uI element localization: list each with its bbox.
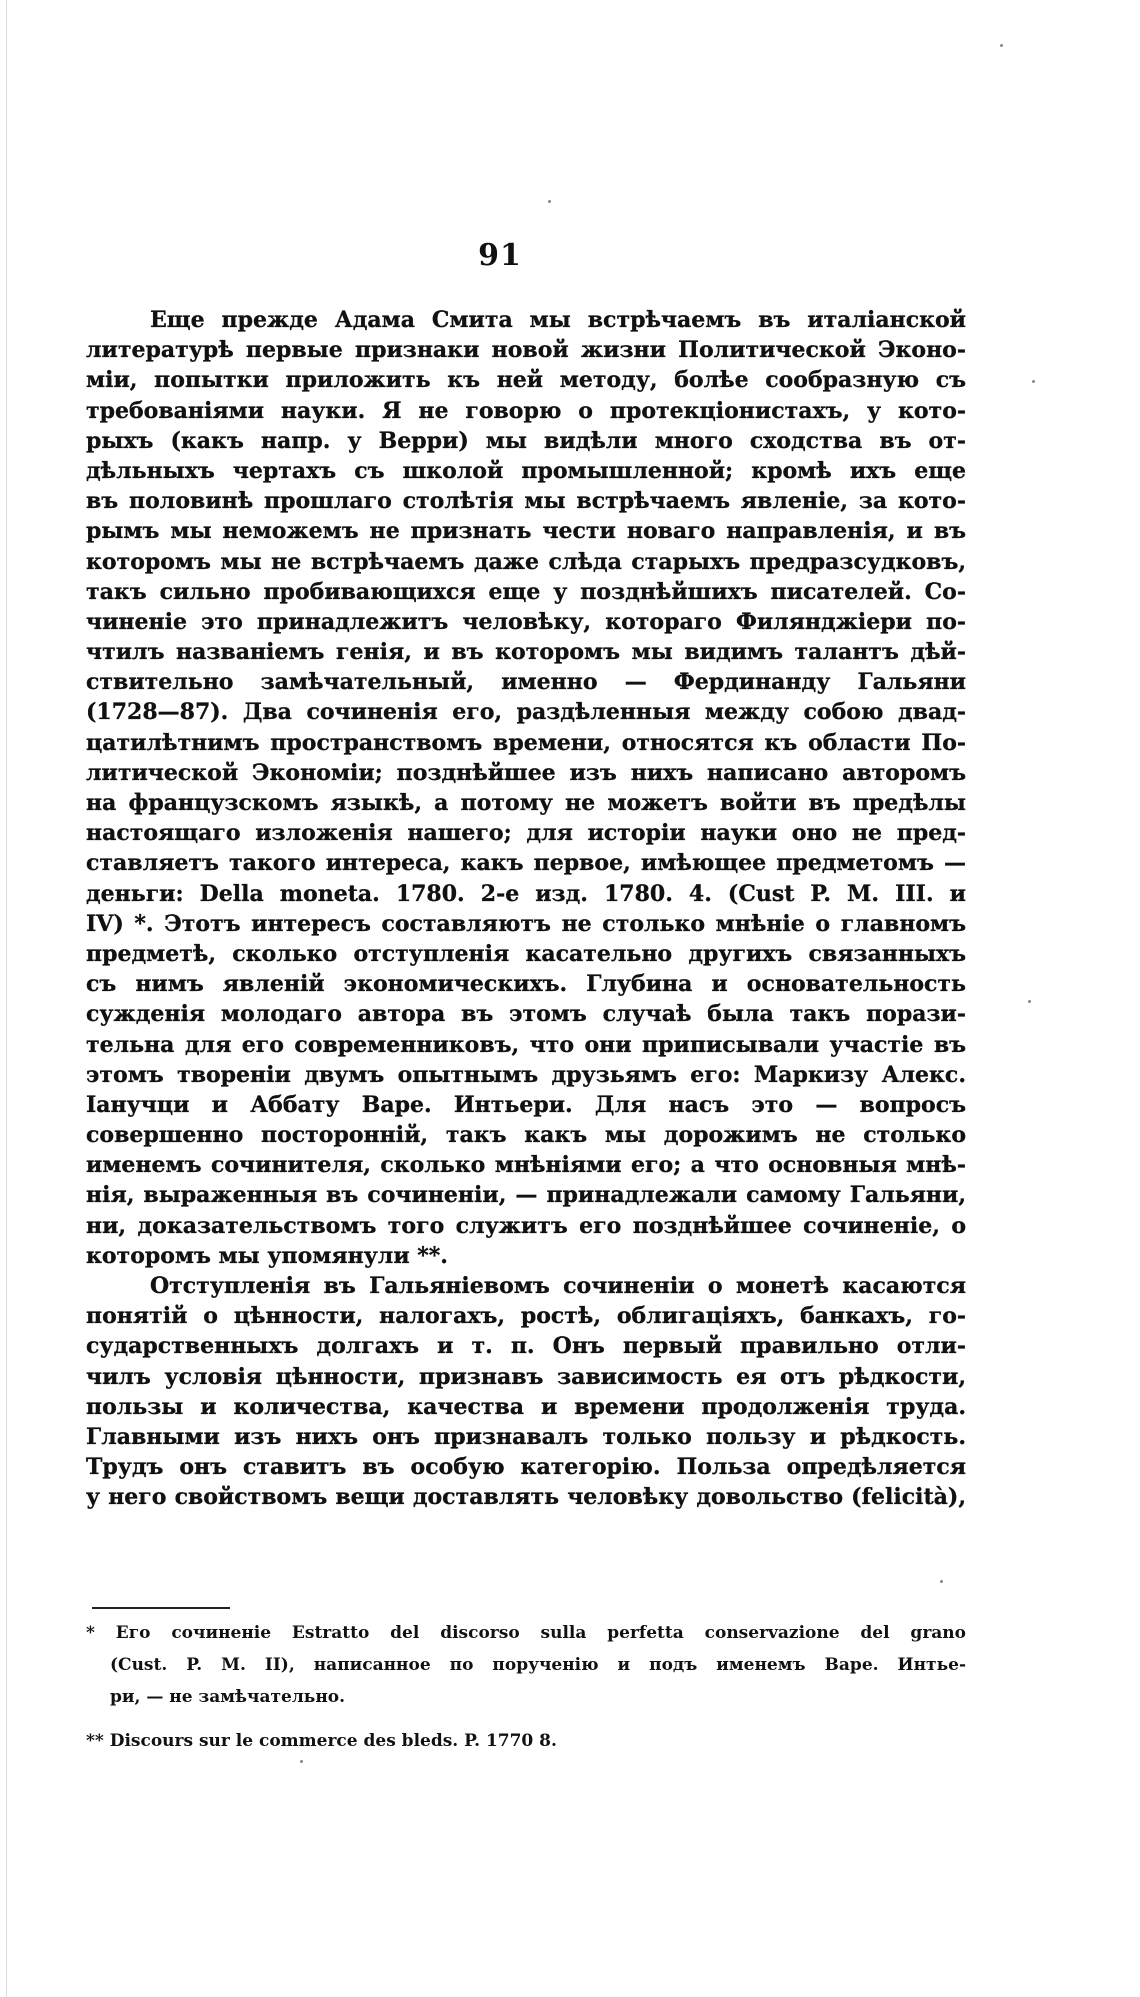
text-line: у него свойствомъ вещи доставлять человѣку довольство (felicità), — [86, 1484, 966, 1511]
footnote-line: ри, — не замѣчательно. — [110, 1687, 346, 1707]
text-line: этомъ твореніи двумъ опытнымъ друзьямъ его: Маркизу Алекс. — [86, 1061, 966, 1088]
text-line: предметѣ, сколько отступленія касательно другихъ связанныхъ — [86, 940, 966, 967]
text-line: Отступленія въ Гальяніевомъ сочиненіи о монетѣ касаются — [150, 1273, 966, 1299]
paper-speck — [300, 1760, 303, 1763]
text-line: чтилъ названіемъ генія, и въ которомъ мы видимъ талантъ дѣй- — [86, 639, 966, 666]
text-line: такъ сильно пробивающихся еще у позднѣйшихъ писателей. Со- — [86, 578, 966, 605]
text-line: настоящаго изложенія нашего; для исторіи науки оно не пред- — [86, 820, 966, 847]
text-line: Трудъ онъ ставитъ въ особую категорію. Польза опредѣляется — [86, 1454, 966, 1481]
page-edge-shadow — [6, 0, 7, 1997]
text-line: совершенно посторонній, такъ какъ мы дорожимъ не столько — [86, 1122, 966, 1149]
text-line: міи, попытки приложить къ ней методу, болѣе сообразную съ — [86, 367, 966, 394]
text-line: сужденія молодаго автора въ этомъ случаѣ была такъ порази- — [86, 1001, 966, 1028]
paper-speck — [940, 1580, 943, 1583]
text-line: сударственныхъ долгахъ и т. п. Онъ первый правильно отли- — [86, 1333, 966, 1360]
text-line: Іанучци и Аббату Варе. Интьери. Для насъ это — вопросъ — [86, 1091, 966, 1118]
text-line: рымъ мы неможемъ не признать чести новаго направленія, и въ — [86, 518, 966, 545]
paper-speck — [1000, 44, 1003, 47]
text-line: чиненіе это принадлежитъ человѣку, котораго Филянджіери по- — [86, 608, 966, 635]
page-number: 91 — [478, 238, 522, 273]
main-text — [86, 305, 966, 1513]
text-line: литературѣ первые признаки новой жизни Политической Эконо- — [86, 337, 966, 364]
footnote-divider — [92, 1607, 230, 1609]
footnote-line: ** Discours sur le commerce des bleds. P. 1770 8. — [86, 1731, 557, 1751]
text-line: въ половинѣ прошлаго столѣтія мы встрѣчаемъ явленіе, за кото- — [86, 488, 966, 515]
text-line: на французскомъ языкѣ, а потому не можетъ войти въ предѣлы — [86, 790, 966, 816]
text-line: чилъ условія цѣнности, признавъ зависимость ея отъ рѣдкости, — [86, 1363, 966, 1390]
text-line: требованіями науки. Я не говорю о протекціонистахъ, у кото- — [86, 397, 966, 424]
text-line: пользы и количества, качества и времени продолженія труда. — [86, 1393, 966, 1420]
text-line: тельна для его современниковъ, что они приписывали участіе въ — [86, 1031, 966, 1058]
text-line: Главными изъ нихъ онъ признавалъ только пользу и рѣдкость. — [86, 1423, 966, 1450]
text-line: понятій о цѣнности, налогахъ, ростѣ, облигаціяхъ, банкахъ, го- — [86, 1303, 966, 1330]
text-line: Еще прежде Адама Смита мы встрѣчаемъ въ италіанской — [150, 307, 966, 333]
text-line: съ нимъ явленій экономическихъ. Глубина и основательность — [86, 971, 966, 998]
paper-speck — [1028, 1000, 1031, 1003]
footnote-line: (Cust. P. M. II), написанное по порученію и подъ именемъ Варе. Интье- — [110, 1655, 966, 1675]
paper-speck — [1032, 380, 1035, 383]
text-line: дѣльныхъ чертахъ съ школой промышленной; кромѣ ихъ еще — [86, 457, 966, 484]
text-line: ни, доказательствомъ того служитъ его позднѣйшее сочиненіе, о — [86, 1212, 966, 1239]
footnotes — [86, 1617, 966, 1757]
text-line: IV) *. Этотъ интересъ составляютъ не столько мнѣніе о главномъ — [86, 910, 966, 937]
footnote-line: * Его сочиненіе Estratto del discorso sulla perfetta conservazione del grano — [86, 1623, 966, 1643]
text-line: литической Экономіи; позднѣйшее изъ нихъ написано авторомъ — [86, 759, 966, 786]
text-line: которомъ мы не встрѣчаемъ даже слѣда старыхъ предразсудковъ, — [86, 548, 966, 575]
paper-speck — [548, 200, 551, 203]
text-line: ставляетъ такого интереса, какъ первое, имѣющее предметомъ — — [86, 850, 966, 877]
text-line: которомъ мы упомянули **. — [86, 1242, 448, 1269]
text-line: ствительно замѣчательный, именно — Фердинанду Гальяни — [86, 669, 966, 696]
text-line: рыхъ (какъ напр. у Верри) мы видѣли много сходства въ от- — [86, 427, 966, 454]
text-line: цатилѣтнимъ пространствомъ времени, относятся къ области По- — [86, 729, 966, 756]
text-line: именемъ сочинителя, сколько мнѣніями его; а что основныя мнѣ- — [86, 1152, 966, 1179]
text-line: (1728—87). Два сочиненія его, раздѣленныя между собою двад- — [86, 699, 966, 726]
text-line: нія, выраженныя въ сочиненіи, — принадлежали самому Гальяни, — [86, 1182, 966, 1209]
text-line: деньги: Della moneta. 1780. 2-е изд. 1780. 4. (Cust P. M. III. и — [86, 880, 966, 907]
